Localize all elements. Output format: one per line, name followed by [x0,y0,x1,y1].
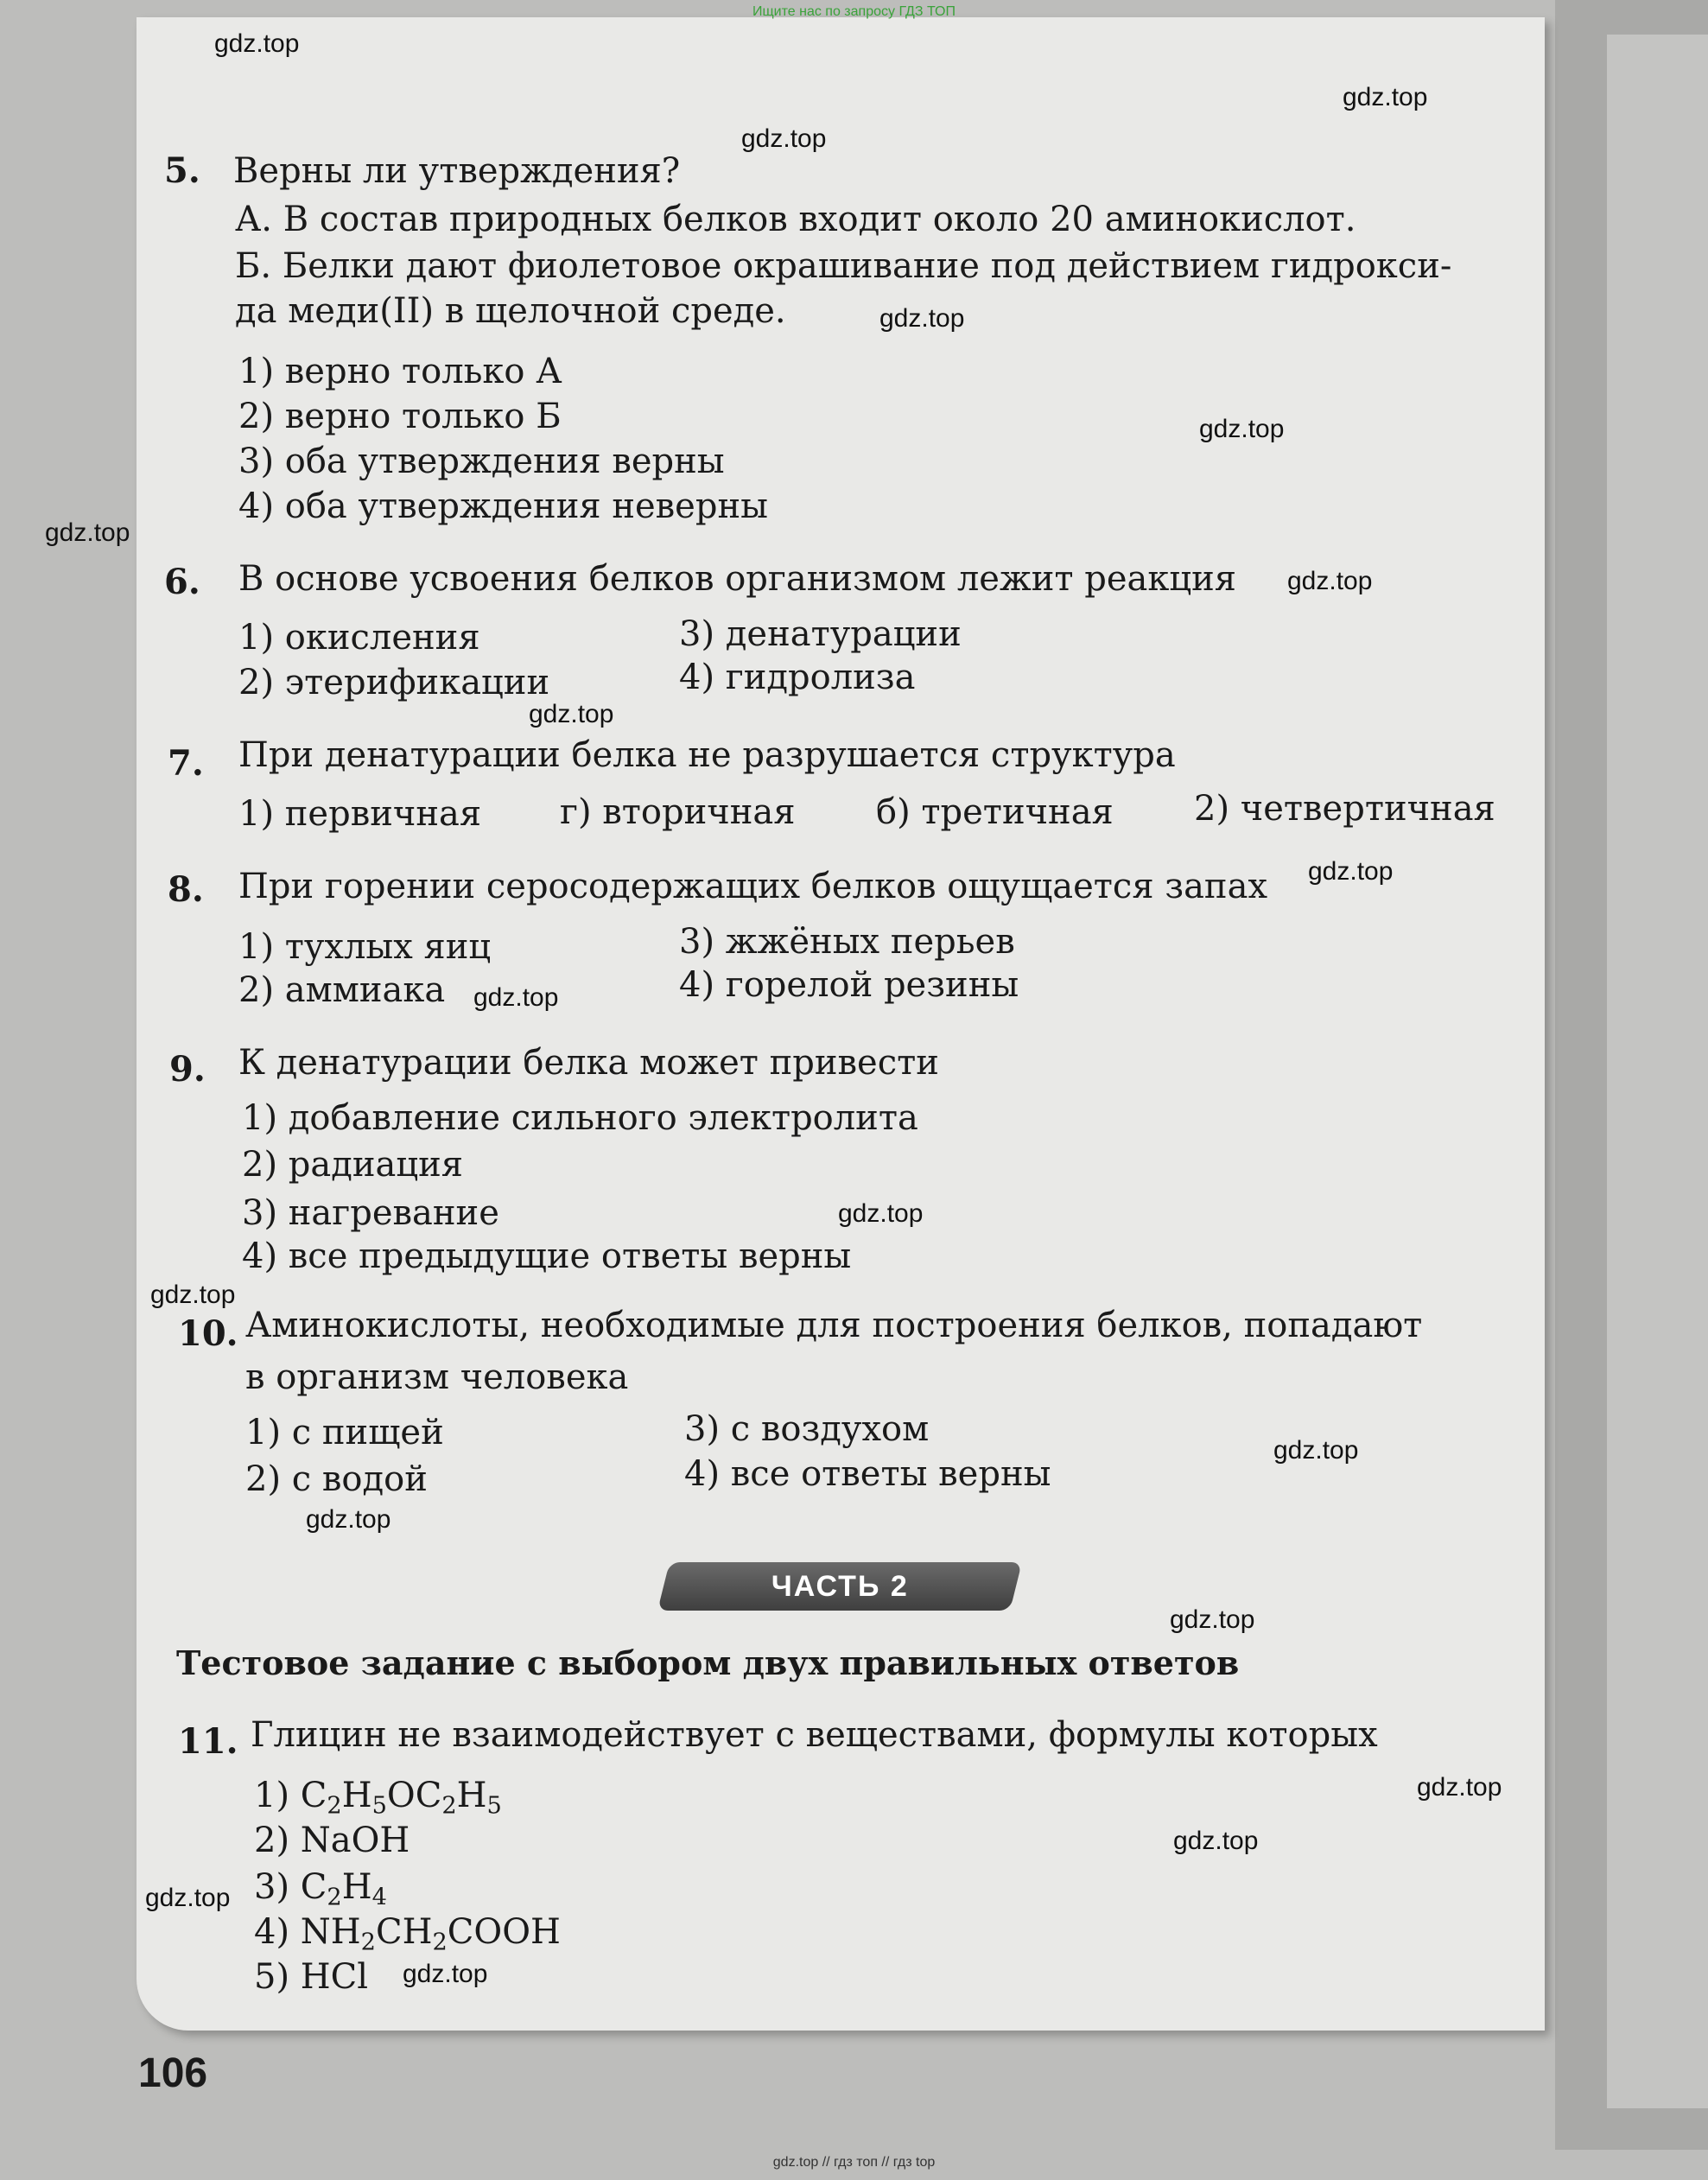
watermark: gdz.top [1170,1605,1255,1634]
question-number: 10. [178,1313,238,1354]
answer-option: 4) $NH_2CH_2COOH$ [254,1912,561,1956]
question-number: 8. [168,869,204,910]
watermark: gdz.top [306,1505,391,1534]
watermark: gdz.top [473,983,559,1012]
answer-option: 3) с воздухом [684,1409,930,1449]
question-number: 5. [164,150,200,191]
answer-option: 2) радиация [242,1145,463,1185]
answer-option: 2) NaOH [254,1821,410,1860]
watermark: gdz.top [879,304,965,333]
answer-option: 1) окисления [238,618,480,658]
answer-option: 3) денатурации [679,614,962,654]
answer-option: 5) HCl [254,1957,369,1997]
answer-option: 1) $C_2H_5OC_2H_5$ [254,1776,502,1820]
answer-option: 1) первичная [238,794,482,834]
statement-b-line2: да меди(II) в щелочной среде. [235,291,786,331]
question-text: Аминокислоты, необходимые для построения белков, попадают [245,1306,1423,1345]
answer-option: 4) все ответы верны [684,1454,1051,1494]
watermark: gdz.top [741,124,827,153]
question-number: 11. [178,1721,238,1762]
answer-option: 4) гидролиза [679,658,916,697]
watermark: gdz.top [1199,415,1285,443]
answer-option: 3) оба утверждения верны [238,442,725,481]
answer-option: 2) с водой [245,1459,428,1499]
question-text-continued: в организм человека [245,1357,629,1397]
answer-option: г) вторичная [560,792,796,832]
part-badge [657,1562,1022,1611]
answer-option: 4) горелой резины [679,965,1019,1005]
watermark: gdz.top [1287,567,1373,595]
next-page-edge [1607,35,1708,2108]
answer-option: 3) жжёных перьев [679,922,1015,962]
bottom-banner[interactable]: gdz.top // гдз топ // гдз top [772,2155,936,2170]
answer-option: 3) нагревание [242,1193,499,1233]
watermark: gdz.top [1308,857,1394,886]
top-banner[interactable]: Ищите нас по запросу ГДЗ ТОП [752,4,956,19]
watermark: gdz.top [145,1884,231,1912]
watermark: gdz.top [1417,1773,1502,1802]
question-text: К денатурации белка может привести [238,1043,939,1083]
answer-option: 1) добавление сильного электролита [242,1098,918,1138]
watermark: gdz.top [1173,1827,1259,1855]
question-text: При горении серосодержащих белков ощущается запах [238,867,1267,906]
question-number: 9. [169,1049,206,1090]
answer-option: 1) тухлых яиц [238,927,492,967]
answer-option: 4) все предыдущие ответы верны [242,1236,852,1276]
answer-option: 3) $C_2H_4$ [254,1867,387,1911]
answer-option: 2) четвертичная [1194,789,1495,829]
question-text: При денатурации белка не разрушается структура [238,735,1176,775]
answer-option: 1) с пищей [245,1413,444,1452]
answer-option: б) третичная [876,792,1114,832]
question-text: В основе усвоения белков организмом лежит реакция [238,559,1236,599]
watermark: gdz.top [45,518,130,547]
watermark: gdz.top [403,1960,488,1988]
question-number: 7. [168,743,204,784]
answer-option: 1) верно только А [238,352,562,391]
statement-b-line1: Б. Белки дают фиолетовое окрашивание под действием гидрокси- [235,246,1452,286]
page-number: 106 [138,2050,208,2096]
watermark: gdz.top [1343,83,1428,111]
question-number: 6. [164,562,200,602]
section-title: Тестовое задание с выбором двух правильных ответов [176,1643,1240,1682]
answer-option: 2) этерификации [238,663,550,702]
watermark: gdz.top [529,700,614,728]
answer-option: 4) оба утверждения неверны [238,486,768,526]
statement-a: А. В состав природных белков входит около 20 аминокислот. [235,200,1356,239]
watermark: gdz.top [150,1281,236,1309]
watermark: gdz.top [1273,1436,1359,1465]
answer-option: 2) аммиака [238,970,446,1010]
watermark: gdz.top [214,29,300,58]
question-text: Глицин не взаимодействует с веществами, формулы которых [251,1715,1378,1755]
answer-option: 2) верно только Б [238,397,562,436]
question-text: Верны ли утверждения? [233,151,681,191]
part-label: ЧАСТЬ 2 [771,1569,909,1603]
watermark: gdz.top [838,1199,924,1228]
